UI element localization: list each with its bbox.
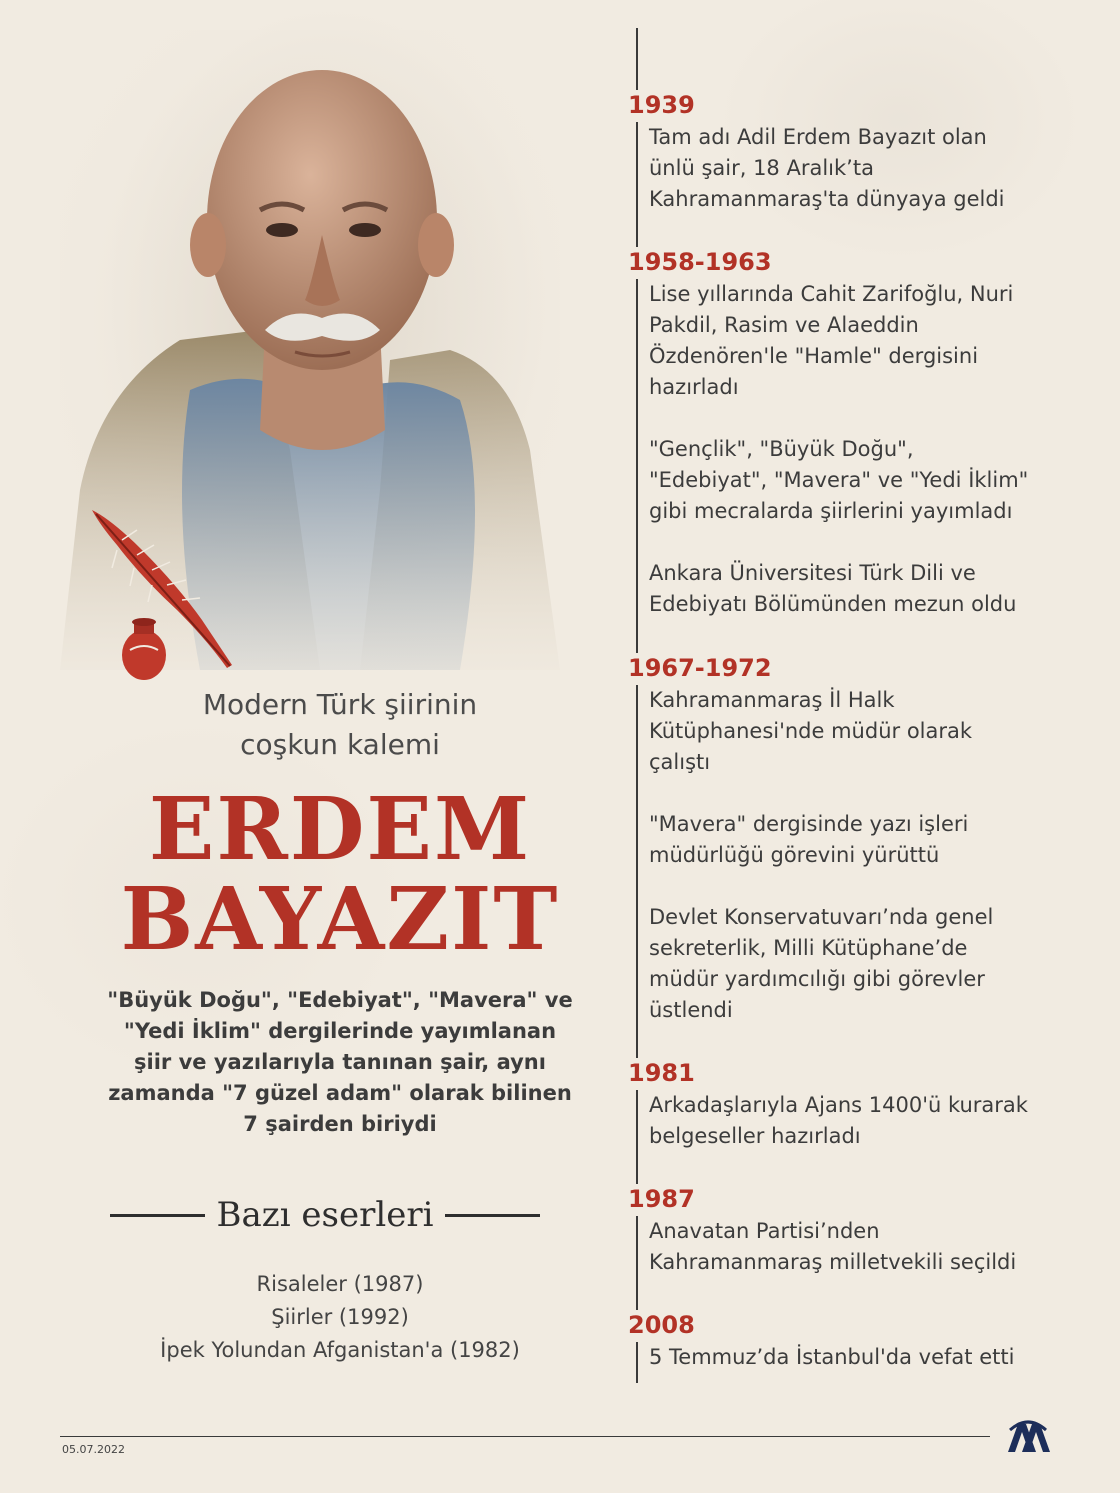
timeline-year: 1967-1972 (628, 653, 778, 685)
timeline-year: 1958-1963 (628, 247, 778, 279)
works-heading (110, 1195, 540, 1235)
timeline-entry (649, 1090, 1088, 1152)
timeline-entry (649, 809, 1088, 871)
entry-line: Ankara Üniversitesi Türk Dili ve (649, 561, 976, 585)
work-item: Risaleler (1987) (256, 1272, 424, 1296)
subtitle-line: coşkun kalemi (240, 728, 440, 761)
description-line: şiir ve yazılarıyla tanınan şair, aynı (134, 1050, 546, 1074)
description-line: 7 şairden biriydi (243, 1112, 437, 1136)
subtitle (40, 685, 640, 765)
timeline-year: 1987 (628, 1184, 701, 1216)
entry-line: Kahramanmaraş İl Halk (649, 688, 895, 712)
entry-line: müdür yardımcılığı gibi görevler (649, 967, 985, 991)
entry-line: Devlet Konservatuvarı’nda genel (649, 905, 994, 929)
timeline-event (628, 1310, 1088, 1373)
entry-line: hazırladı (649, 375, 739, 399)
timeline-year: 2008 (628, 1310, 701, 1342)
timeline-entry (649, 1216, 1088, 1278)
entry-line: üstlendi (649, 998, 733, 1022)
timeline-entry (649, 902, 1088, 1026)
name-first: ERDEM (148, 779, 532, 880)
entry-line: çalıştı (649, 750, 711, 774)
entry-line: Kütüphanesi'nde müdür olarak (649, 719, 973, 743)
description-line: zamanda "7 güzel adam" olarak bilinen (108, 1081, 572, 1105)
entry-line: gibi mecralarda şiirlerini yayımladı (649, 499, 1013, 523)
timeline-event (628, 1184, 1088, 1278)
entry-line: müdürlüğü görevini yürüttü (649, 843, 940, 867)
entry-line: Kahramanmaraş milletvekili seçildi (649, 1250, 1017, 1274)
works-heading-title: Bazı eserleri (216, 1195, 434, 1235)
entry-line: 5 Temmuz’da İstanbul'da vefat etti (649, 1345, 1015, 1369)
footer-date: 05.07.2022 (62, 1443, 125, 1456)
works-list (60, 1268, 620, 1367)
subtitle-line: Modern Türk şiirinin (202, 688, 478, 721)
description-line: "Yedi İklim" dergilerinde yayımlanan (123, 1019, 557, 1043)
quill-ink-icon (82, 500, 262, 690)
timeline-event (628, 247, 1088, 620)
timeline-entry (649, 1342, 1088, 1373)
entry-line: Edebiyatı Bölümünden mezun oldu (649, 592, 1017, 616)
entry-line: "Gençlik", "Büyük Doğu", (649, 437, 914, 461)
timeline-event (628, 1058, 1088, 1152)
divider (445, 1214, 540, 1217)
entry-line: "Mavera" dergisinde yazı işleri (649, 812, 969, 836)
entry-line: Lise yıllarında Cahit Zarifoğlu, Nuri (649, 282, 1014, 306)
divider (110, 1214, 205, 1217)
work-item: İpek Yolundan Afganistan'a (1982) (160, 1338, 520, 1362)
entry-line: sekreterlik, Milli Kütüphane’de (649, 936, 968, 960)
entry-line: "Edebiyat", "Mavera" ve "Yedi İklim" (649, 468, 1029, 492)
timeline-entry (649, 685, 1088, 778)
timeline-year: 1939 (628, 90, 701, 122)
entry-line: Pakdil, Rasim ve Alaeddin (649, 313, 919, 337)
timeline-event (628, 653, 1088, 1026)
timeline-entry (649, 558, 1088, 620)
entry-line: Kahramanmaraş'ta dünyaya geldi (649, 187, 1005, 211)
entry-line: Anavatan Partisi’nden (649, 1219, 880, 1243)
entry-line: Tam adı Adil Erdem Bayazıt olan (649, 125, 987, 149)
work-item: Şiirler (1992) (271, 1305, 409, 1329)
footer-divider (60, 1436, 990, 1437)
entry-line: Özdenören'le "Hamle" dergisini (649, 344, 979, 368)
description-line: "Büyük Doğu", "Edebiyat", "Mavera" ve (107, 988, 573, 1012)
aa-logo-icon (1004, 1416, 1052, 1456)
name-last: BAYAZIT (120, 869, 560, 970)
timeline-entry (649, 434, 1088, 527)
timeline-event (628, 90, 1088, 215)
entry-line: ünlü şair, 18 Aralık’ta (649, 156, 874, 180)
timeline-year: 1981 (628, 1058, 701, 1090)
entry-line: Arkadaşlarıyla Ajans 1400'ü kurarak (649, 1093, 1028, 1117)
timeline-entry (649, 122, 1088, 215)
entry-line: belgeseller hazırladı (649, 1124, 861, 1148)
timeline-entry (649, 279, 1088, 403)
description (60, 985, 620, 1140)
